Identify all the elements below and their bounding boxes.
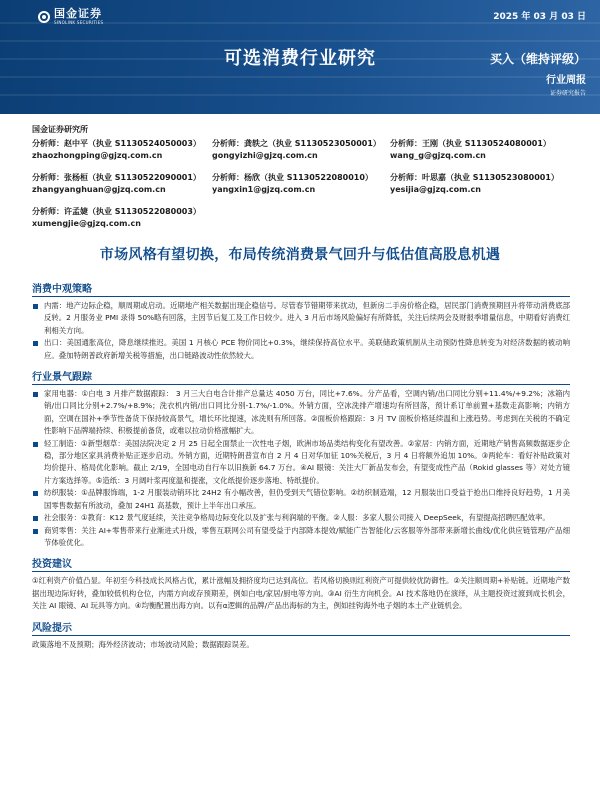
analyst-row (32, 206, 600, 240)
list-item (32, 487, 570, 512)
report-department: 证券研究报告 (549, 90, 586, 97)
analyst-card (390, 138, 580, 172)
analyst-card (32, 138, 212, 172)
analyst-email: xumengjie@gjzq.com.cn (32, 219, 141, 228)
list-item (32, 388, 570, 438)
analyst-name: 分析师：龚轶之（执业 S1130523050001） (212, 139, 381, 148)
square-bullet-icon (33, 392, 38, 397)
risk-paragraph: 政策落地不及预期；海外经济波动；市场波动风险；数据跟踪误差。 (32, 639, 254, 649)
square-bullet-icon (33, 442, 38, 447)
analyst-name: 分析师：叶思嘉（执业 S1130523080001） (390, 173, 559, 182)
analyst-email: zhaozhongping@gjzq.com.cn (32, 151, 163, 160)
sinolink-logo-icon (38, 11, 50, 23)
square-bullet-icon (33, 491, 38, 496)
list-item (32, 525, 570, 550)
analyst-email: zhangyanghuan@gjzq.com.cn (32, 185, 166, 194)
analyst-name: 分析师：许孟婕（执业 S1130522080003） (32, 207, 201, 216)
square-bullet-icon (33, 516, 38, 521)
report-type: 行业周报 (546, 75, 586, 86)
section-title-industry: 行业景气跟踪 (32, 368, 570, 385)
analyst-row (32, 172, 600, 206)
analyst-email: wang_g@gjzq.com.cn (390, 151, 486, 160)
logo-name-en: SINOLINK SECURITIES (54, 20, 104, 25)
analyst-email: yesijia@gjzq.com.cn (390, 185, 481, 194)
analyst-card (212, 138, 390, 172)
list-item-text: 家用电器：①白电 3 月排产数据跟踪： 3 月三大白电合计排产总量达 4050 万台，同比+7.6%。分产品看，空调内销/出口同比分别+11.4%/+9.2%；冰箱内销/出口同比分别+2.7%/+8.9%；洗衣机内销/出口同比分别-1.7%/-1.0%。外销方面，空冰洗排产增速均有所回落，预计系订单前置+基数走高影响；内销方面，空调在国补+季节性备货下保持较高景气，增长环比提速，冰洗则有所回落。②面板价格跟踪：3 月 TV 面板价格延续温和上涨趋势。考虑到在关税的不确定性影响下品牌端持续、积极提前备货，或难以拉动价格涨幅扩大。 (44, 389, 570, 436)
analyst-card (212, 172, 390, 206)
list-item (32, 438, 570, 488)
list-item-text: 内需：地产边际企稳，顺周期或启动。近期地产相关数据出现企稳信号。尽管春节错期带来扰动，但新房二手房价格企稳，居民部门消费预期回升将带动消费底部反转。2 月服务业 PMI 录得 50%略有回落，主因节后复工及工作日较少。进入 3 月后市场风险偏好有所降低，关注后续两会及财报季增量信息，中期看好消费红利相关方向。 (44, 301, 570, 335)
section-title-advice: 投资建议 (32, 555, 570, 572)
rating-badge: 买入（维持评级） (489, 52, 586, 66)
square-bullet-icon (33, 529, 38, 534)
analyst-card (32, 206, 212, 240)
list-item-text: 社会服务：①教育：K12 景气度延续，关注竞争格局边际变化以及扩张与利润端的平衡。②人服：多家人服公司接入 DeepSeek，有望提高招聘匹配效率。 (44, 513, 550, 523)
report-title: 可选消费行业研究 (224, 48, 376, 69)
analyst-block (0, 114, 600, 240)
list-item (32, 300, 570, 337)
analyst-email: gongyizhi@gjzq.com.cn (212, 151, 318, 160)
analyst-name: 分析师：张杨桓（执业 S1130522090001） (32, 173, 201, 182)
advice-paragraph: ①红利资产价值凸显。年初至今科技成长风格占优，累计涨幅及拥挤度均已达到高位。若风格切换则红利资产可提供较优防御性。②关注顺周期+补贴链。近期地产数据出现边际好转，叠加较低机构仓位，内需方向或存预期差，例如白电/家居/厨电等方向。③AI 衍生方向机会。AI 技术落地仍在演绎，从主题投资过渡到成长机会，关注 AI 眼镜、AI 玩具等方向。④均衡配置出海方向。以有α逻辑的品牌/产品出海标的为主，例如挂钩海外电子烟的本土产业链机会。 (32, 576, 570, 611)
analyst-card (32, 172, 212, 206)
analyst-card (390, 172, 580, 206)
list-item-text: 出口：美国通胀高位，降息继续推迟。美国 1 月核心 PCE 物价同比+0.3%，继续保持高位水平。美联储政策机制从主动预防性降息转变为对经济数据的被动响应。叠加特朗普政府新增关税等措施，出口链路波动性依然较大。 (44, 338, 570, 360)
report-header (0, 0, 600, 114)
analyst-email: yangxin1@gjzq.com.cn (212, 185, 316, 194)
square-bullet-icon (33, 304, 38, 309)
report-body (0, 280, 600, 651)
list-item (32, 337, 570, 362)
list-item-text: 商贸零售：关注 AI+零售带来行业渐进式升级，零售互联网公司有望受益于内部降本提效/赋能广告智能化/云客服等外部带来新增长曲线/优化供应链管理/产品细节体验优化。 (44, 525, 570, 547)
analyst-name: 分析师：王刚（执业 S1130524080001） (390, 139, 551, 148)
list-item-text: 纺织服装：①品牌服饰端，1-2 月服装动销环比 24H2 有小幅改善，但仍受到天气错位影响。②纺织制造端，12 月服装出口受益于抢出口维持良好趋势，1 月美国零售数据有所波动，叠加 24H1 高基数，预计上半年出口承压。 (44, 488, 570, 510)
report-date: 2025 年 03 月 03 日 (493, 12, 586, 22)
institute-name: 国金证券研究所 (32, 125, 88, 134)
analyst-name: 分析师：杨欣（执业 S1130522080010） (212, 173, 373, 182)
analyst-name: 分析师：赵中平（执业 S1130524050003） (32, 139, 201, 148)
list-item (32, 512, 570, 524)
report-headline: 市场风格有望切换，布局传统消费景气回升与低估值高股息机遇 (99, 247, 501, 263)
logo-name-cn: 国金证券 (54, 7, 102, 20)
list-item-text: 轻工制造：①新型烟草：美国法院决定 2 月 25 日起全面禁止一次性电子烟，欧洲市场品类结构变化有望改善。②家居：内销方面，近期地产销售高频数据逐步企稳，部分地区家具消费补贴正逐步启动。外销方面，近期特朗普宣布自 2 月 4 日对华加征 10%关税后，3 月 4 日将额外追加 10%。③两轮车：看好补贴政策对均价提升、格局优化影响。截止 2/19，全国电动自行车以旧换新 64.7 万台。④AI 眼镜：关注大厂新品发布会，有望变成性产品（Rokid glasses 等）对处方镜片方案选择等。⑤造纸：3 月阔叶浆再度温和提涨，文化纸提价逐步落地、特纸提价。 (44, 438, 570, 485)
section-title-macro: 消费中观策略 (32, 280, 570, 297)
square-bullet-icon (33, 341, 38, 346)
analyst-row (32, 138, 600, 172)
section-title-risk: 风险提示 (32, 619, 570, 636)
sinolink-logo (38, 8, 103, 25)
